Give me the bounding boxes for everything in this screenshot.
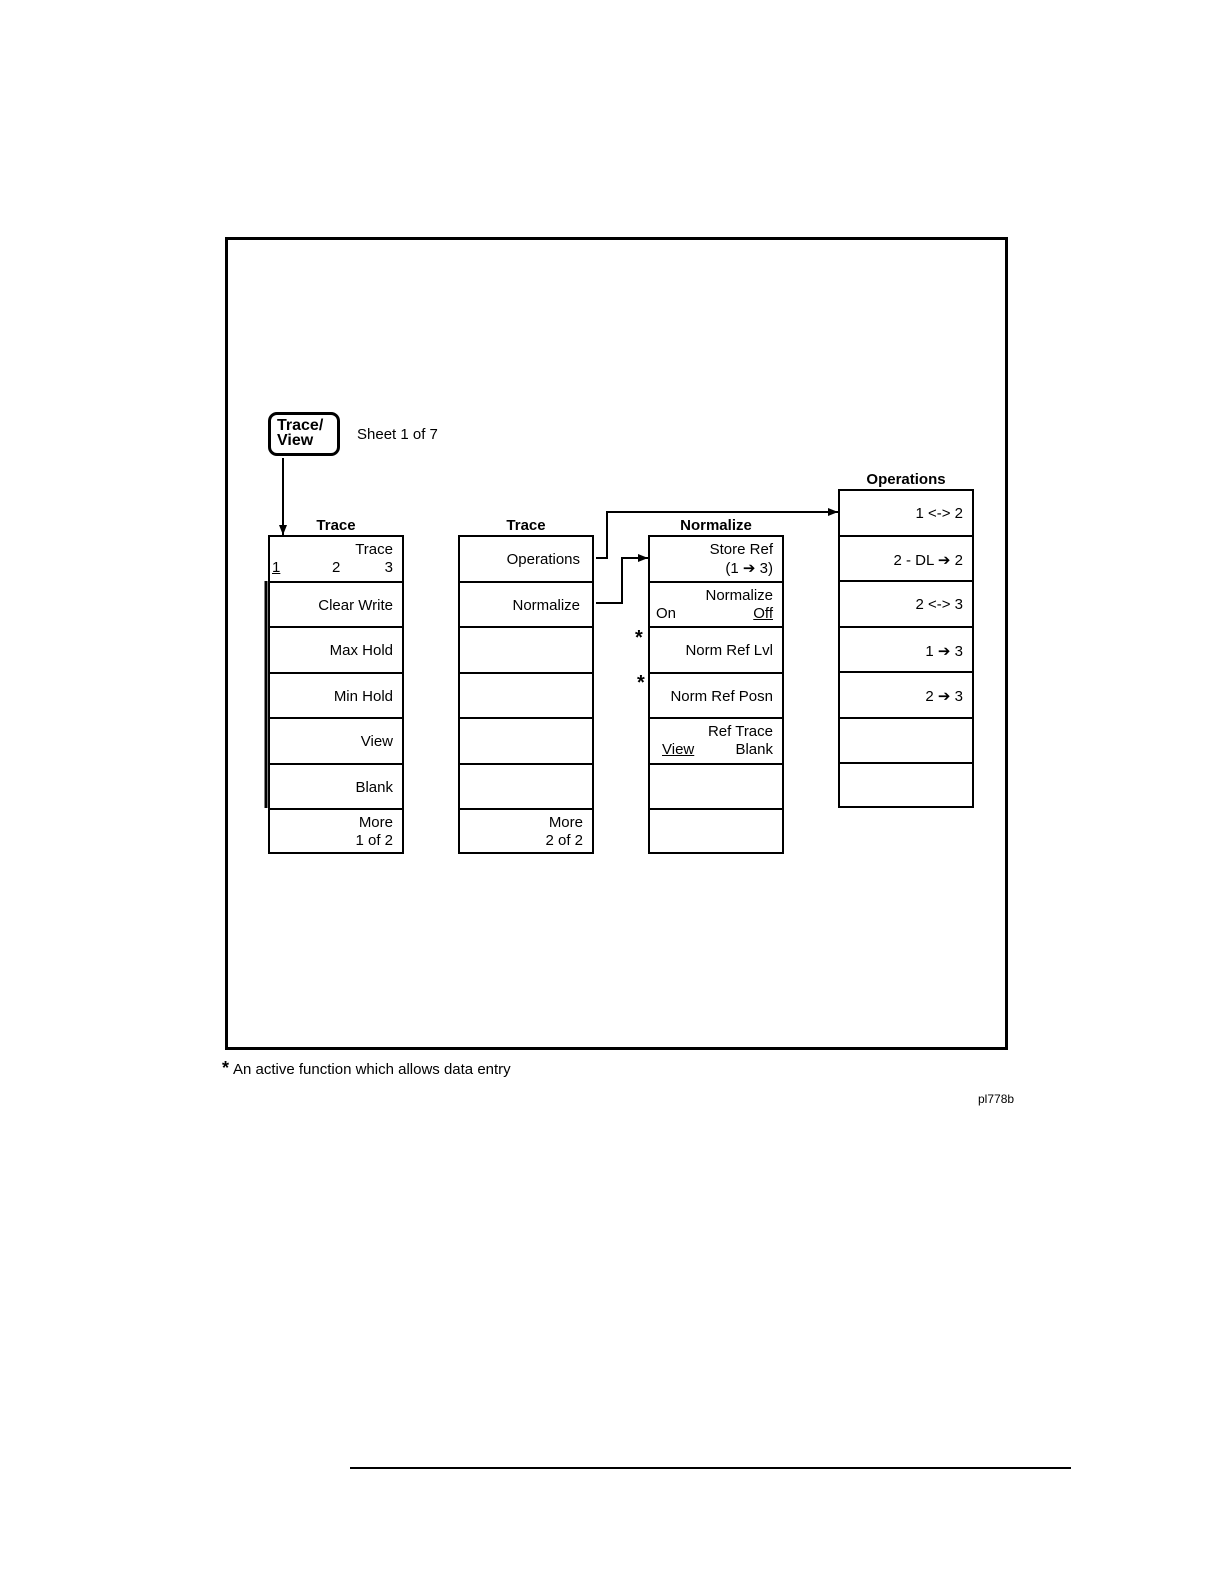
footnote-text: An active function which allows data entry [233,1061,511,1078]
trace-menu-2-title: Trace [506,517,546,534]
more-1-of-2-key[interactable] [270,810,402,856]
trace-select-key[interactable] [270,537,402,583]
swap-2-3-label: 2 <-> 3 [915,596,963,613]
view-label: View [360,733,393,750]
max-hold-label: Max Hold [329,642,393,659]
copy-1-3-key[interactable] [840,628,972,674]
normalize-off-option: Off [753,604,773,622]
normalize-menu [648,535,784,854]
subtract-dl-key[interactable] [840,537,972,583]
trace-menu-page-1 [268,535,404,854]
store-ref-label: Store Ref [709,541,773,558]
swap-1-2-key[interactable] [840,491,972,537]
normalize-submenu-key[interactable] [460,583,592,629]
empty-key [460,765,592,811]
operations-key[interactable] [460,537,592,583]
footnote-marker: * [222,1058,230,1078]
empty-key [650,765,782,811]
store-ref-sublabel: (1 ➔ 3) [725,560,773,577]
normalize-to-normalize-menu-arrow [596,558,648,603]
view-key[interactable] [270,719,402,765]
sheet-label: Sheet 1 of 7 [357,426,438,443]
copy-2-3-label: 2 ➔ 3 [925,688,963,705]
normalize-toggle-key[interactable] [650,583,782,629]
clear-write-key[interactable] [270,583,402,629]
more-page-label: 1 of 2 [355,832,393,849]
copy-1-3-label: 1 ➔ 3 [925,642,963,660]
min-hold-label: Min Hold [333,687,393,705]
trace-select-label: Trace [355,541,393,558]
empty-key [460,628,592,674]
active-function-marker: * [637,672,645,694]
trace-view-hardkey[interactable] [268,412,340,456]
active-function-marker: * [635,627,643,649]
operations-menu [838,489,974,808]
trace-option-1: 1 [272,559,281,576]
min-hold-key[interactable] [270,674,402,720]
swap-1-2-label: 1 <-> 2 [915,505,963,522]
empty-key [460,719,592,765]
more-label: More [548,814,583,831]
ref-trace-key[interactable] [650,719,782,765]
normalize-submenu-label: Normalize [512,596,580,614]
ref-trace-label: Ref Trace [707,723,773,740]
norm-ref-lvl-label: Norm Ref Lvl [685,642,773,659]
max-hold-key[interactable] [270,628,402,674]
subtract-dl-label: 2 - DL ➔ 2 [893,551,963,569]
figure-id: pl778b [978,1092,1015,1106]
normalize-on-option: On [656,604,677,622]
norm-ref-posn-label: Norm Ref Posn [670,687,773,705]
normalize-toggle-label: Normalize [705,586,773,604]
more-2-of-2-key[interactable] [460,810,592,856]
normalize-menu-title: Normalize [680,517,752,534]
footnote [222,1058,511,1079]
trace-menu-page-2 [458,535,594,854]
blank-label: Blank [355,778,393,796]
operations-label: Operations [506,551,580,568]
store-ref-key[interactable] [650,537,782,583]
clear-write-label: Clear Write [318,596,393,614]
copy-2-3-key[interactable] [840,673,972,719]
norm-ref-lvl-key[interactable] [650,628,782,674]
empty-key [840,764,972,810]
norm-ref-posn-key[interactable] [650,674,782,720]
swap-2-3-key[interactable] [840,582,972,628]
page-bottom-rule [350,1467,1071,1469]
more-page-label: 2 of 2 [545,832,583,849]
operations-menu-title: Operations [866,471,946,488]
empty-key [840,719,972,765]
hardkey-line1: Trace/ [277,417,324,434]
trace-option-2: 2 [332,559,341,576]
blank-key[interactable] [270,765,402,811]
hardkey-line2: View [277,432,314,449]
empty-key [460,674,592,720]
ref-trace-blank-option: Blank [735,741,773,758]
more-label: More [358,814,393,831]
ref-trace-view-option: View [662,741,695,758]
trace-menu-1-title: Trace [316,517,356,534]
trace-option-3: 3 [384,559,393,576]
empty-key [650,810,782,856]
